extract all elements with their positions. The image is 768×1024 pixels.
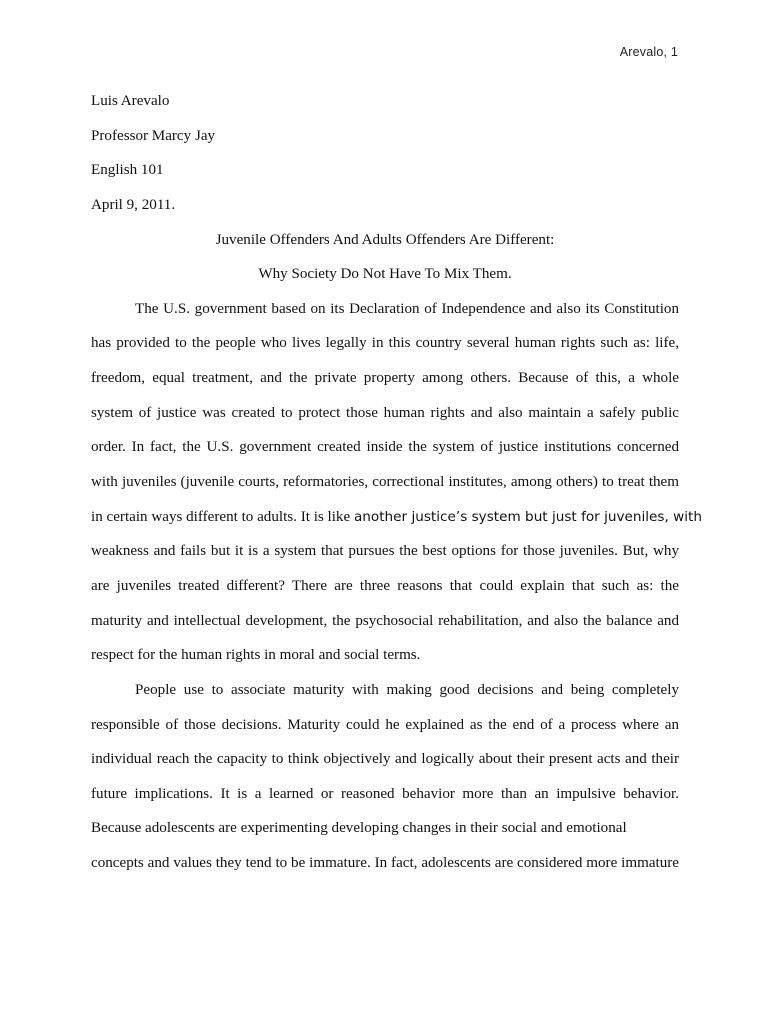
paragraph-line-part: in certain ways different to adults. It is like (91, 508, 354, 525)
essay-body (91, 84, 702, 881)
paragraph-1 (91, 292, 702, 673)
paragraph-line: has provided to the people who lives legally in this country several human rights such as: life, (91, 335, 679, 352)
paragraph-line: future implications. It is a learned or reasoned behavior more than an impulsive behavior. (91, 785, 679, 802)
paragraph-line: are juveniles treated different? There are three reasons that could explain that such as: the (91, 577, 679, 594)
paragraph-line: freedom, equal treatment, and the private property among others. Because of this, a whole (91, 370, 679, 387)
paragraph-line-part-alt-font: another justice’s system but just for juveniles, with (353, 508, 702, 525)
paragraph-line: order. In fact, the U.S. government created inside the system of justice institutions concerned (91, 439, 679, 456)
paragraph-line: People use to associate maturity with making good decisions and being completely (135, 681, 679, 698)
paragraph-line: individual reach the capacity to think objectively and logically about their present acts and their (91, 751, 679, 768)
paragraph-line: concepts and values they tend to be immature. In fact, adolescents are considered more immature (91, 855, 679, 872)
running-head: Arevalo, 1 (619, 45, 678, 59)
essay-subtitle: Why Society Do Not Have To Mix Them. (258, 266, 512, 283)
author-name: Luis Arevalo (91, 93, 170, 109)
professor-name: Professor Marcy Jay (91, 127, 216, 144)
paragraph-line: with juveniles (juvenile courts, reformatories, correctional institutes, among others) to treat them (91, 474, 679, 491)
paragraph-line: Because adolescents are experimenting developing changes in their social and emotional (91, 820, 627, 837)
paragraph-line: respect for the human rights in moral and social terms. (91, 647, 421, 664)
paragraph-line: responsible of those decisions. Maturity could he explained as the end of a process where an (91, 716, 679, 733)
paragraph-line: weakness and fails but it is a system that pursues the best options for those juveniles. But, why (91, 543, 679, 560)
paragraph-line: maturity and intellectual development, the psychosocial rehabilitation, and also the balance and (91, 612, 679, 629)
essay-title: Juvenile Offenders And Adults Offenders Are Different: (215, 231, 555, 248)
course-name: English 101 (91, 162, 164, 179)
paragraph-line: The U.S. government based on its Declaration of Independence and also its Constitution (135, 300, 679, 317)
paragraph-2 (91, 673, 679, 881)
essay-date: April 9, 2011. (91, 196, 176, 213)
paragraph-line (91, 500, 702, 535)
paragraph-line: system of justice was created to protect those human rights and also maintain a safely public (91, 404, 679, 421)
